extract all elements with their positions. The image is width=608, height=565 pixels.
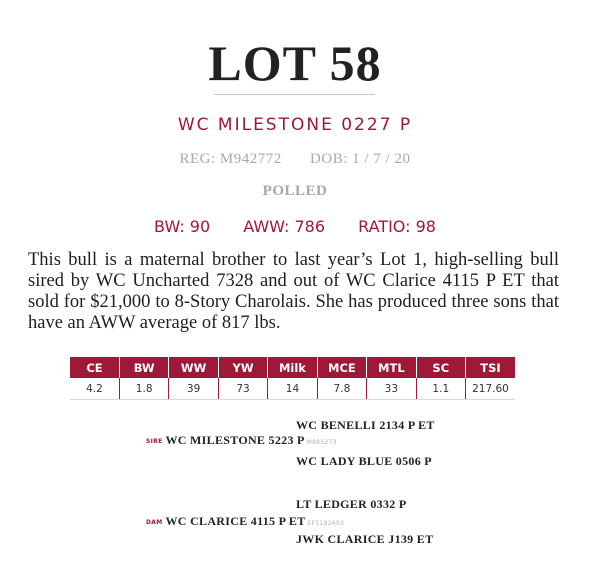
dam-registration: EF1182693 xyxy=(307,520,345,527)
epd-table xyxy=(70,357,515,400)
sire-registration: M885273 xyxy=(306,439,337,446)
registration-line xyxy=(0,151,590,168)
epd-header-mce: MCE xyxy=(317,357,366,378)
epd-value-milk: 14 xyxy=(268,378,317,400)
performance-stats xyxy=(0,217,590,236)
epd-value-ww: 39 xyxy=(169,378,218,400)
polled-label: POLLED xyxy=(262,183,328,199)
epd-header-ww: WW xyxy=(169,357,218,378)
lot-title: LOT 58 xyxy=(208,35,382,91)
registration-number: REG: M942772 xyxy=(179,151,282,167)
epd-header-ce: CE xyxy=(70,357,119,378)
epd-value-yw: 73 xyxy=(218,378,267,400)
sire-dam-name: WC LADY BLUE 0506 P xyxy=(296,454,432,468)
epd-header-sc: SC xyxy=(416,357,465,378)
dam-line xyxy=(146,514,344,529)
adjusted-weaning-weight: AWW: 786 xyxy=(243,217,326,236)
epd-value-bw: 1.8 xyxy=(119,378,168,400)
epd-header-tsi: TSI xyxy=(466,357,516,378)
sire-sire-name: WC BENELLI 2134 P ET xyxy=(296,418,435,432)
epd-value-mtl: 33 xyxy=(367,378,416,400)
lot-description: This bull is a maternal brother to last year’s Lot 1, high-selling bull sired by WC Uncharted 7328 and out of WC Clarice 4115 P ET that sold for $21,000 to 8-Story Charolais. She has produced three sons that have an AWW average of 817 lbs. xyxy=(28,250,559,333)
sire-name: WC MILESTONE 5223 P xyxy=(165,433,305,447)
epd-value-tsi: 217.60 xyxy=(466,378,516,400)
epd-header-yw: YW xyxy=(218,357,267,378)
birth-weight: BW: 90 xyxy=(154,217,211,236)
epd-header-milk: Milk xyxy=(268,357,317,378)
epd-value-row xyxy=(70,378,515,400)
epd-value-mce: 7.8 xyxy=(317,378,366,400)
date-of-birth: DOB: 1 / 7 / 20 xyxy=(310,151,411,167)
epd-value-sc: 1.1 xyxy=(416,378,465,400)
dam-label: DAM xyxy=(146,519,163,526)
epd-value-ce: 4.2 xyxy=(70,378,119,400)
ratio: RATIO: 98 xyxy=(358,217,436,236)
title-divider xyxy=(214,94,375,95)
bull-name: WC MILESTONE 0227 P xyxy=(177,115,413,135)
epd-header-row xyxy=(70,357,515,378)
epd-header-bw: BW xyxy=(119,357,168,378)
sire-line xyxy=(146,433,337,448)
sire-label: SIRE xyxy=(146,438,163,445)
dam-dam-name: JWK CLARICE J139 ET xyxy=(296,532,434,546)
dam-name: WC CLARICE 4115 P ET xyxy=(165,514,306,528)
dam-sire-name: LT LEDGER 0332 P xyxy=(296,497,407,511)
epd-header-mtl: MTL xyxy=(367,357,416,378)
